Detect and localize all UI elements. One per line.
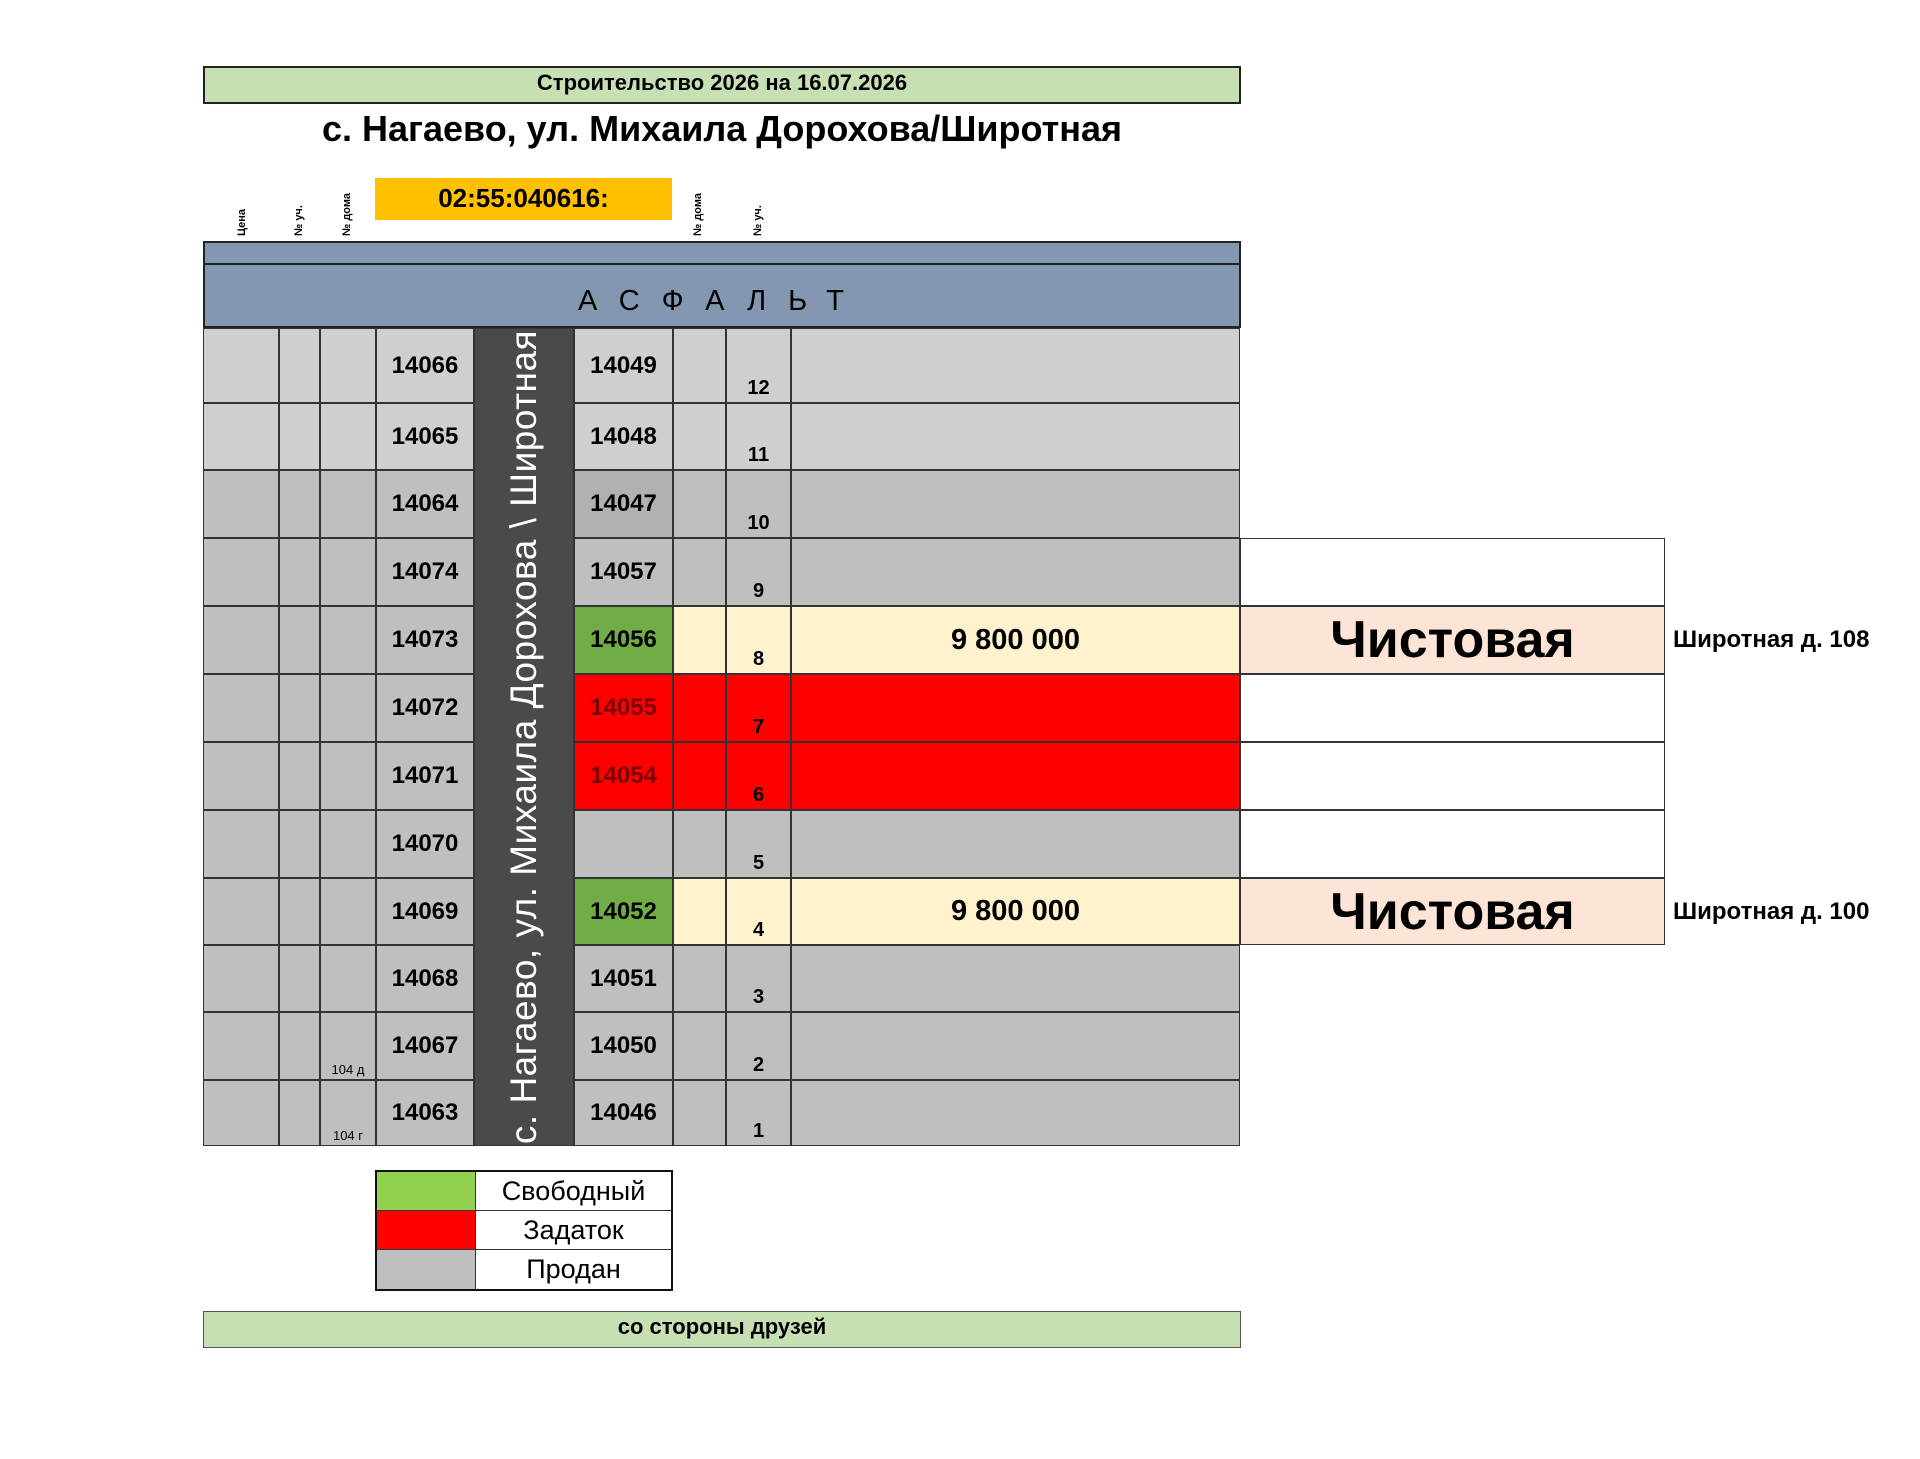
house-number-right[interactable] — [673, 674, 726, 742]
house-number-cell[interactable] — [320, 810, 376, 878]
price-value[interactable] — [791, 742, 1240, 810]
left-plot-id[interactable]: 14068 — [376, 945, 474, 1012]
right-plot-id[interactable]: 14057 — [574, 538, 673, 606]
plot-number[interactable]: 5 — [726, 810, 791, 878]
price-cell[interactable] — [203, 328, 279, 403]
right-plot-id[interactable]: 14055 — [574, 674, 673, 742]
price-value[interactable] — [791, 674, 1240, 742]
house-number-right[interactable] — [673, 810, 726, 878]
house-number-right[interactable] — [673, 742, 726, 810]
plot-number-cell[interactable] — [279, 945, 320, 1012]
right-plot-id[interactable]: 14054 — [574, 742, 673, 810]
plot-number-cell[interactable] — [279, 470, 320, 538]
left-plot-id[interactable]: 14069 — [376, 878, 474, 945]
street-column — [474, 328, 574, 1146]
plot-number[interactable]: 2 — [726, 1012, 791, 1080]
house-number-right[interactable] — [673, 945, 726, 1012]
left-plot-id[interactable]: 14064 — [376, 470, 474, 538]
legend — [375, 1170, 673, 1291]
house-number-right[interactable] — [673, 328, 726, 403]
price-value[interactable] — [791, 945, 1240, 1012]
plot-number[interactable]: 3 — [726, 945, 791, 1012]
road-strip — [203, 241, 1241, 265]
house-number-right[interactable] — [673, 470, 726, 538]
price-value[interactable]: 9 800 000 — [791, 878, 1240, 945]
price-value[interactable] — [791, 403, 1240, 470]
plot-number-cell[interactable] — [279, 538, 320, 606]
plot-number-cell[interactable] — [279, 403, 320, 470]
house-number-cell[interactable] — [320, 403, 376, 470]
cadastral-prefix: 02:55:040616: — [375, 178, 672, 220]
house-number-cell[interactable] — [320, 328, 376, 403]
price-cell[interactable] — [203, 1080, 279, 1146]
left-plot-id[interactable]: 14073 — [376, 606, 474, 674]
house-number-cell[interactable] — [320, 742, 376, 810]
right-plot-id[interactable]: 14048 — [574, 403, 673, 470]
price-value[interactable] — [791, 1080, 1240, 1146]
finish-stage[interactable] — [1240, 810, 1665, 878]
plot-number[interactable]: 4 — [726, 878, 791, 945]
left-plot-id[interactable]: 14065 — [376, 403, 474, 470]
plot-number[interactable]: 7 — [726, 674, 791, 742]
finish-stage[interactable] — [1240, 538, 1665, 606]
legend-swatch-deposit — [377, 1211, 476, 1250]
left-plot-id[interactable]: 14066 — [376, 328, 474, 403]
price-cell[interactable] — [203, 674, 279, 742]
right-plot-id[interactable]: 14050 — [574, 1012, 673, 1080]
house-number-right[interactable] — [673, 403, 726, 470]
price-value[interactable]: 9 800 000 — [791, 606, 1240, 674]
right-plot-id[interactable]: 14046 — [574, 1080, 673, 1146]
road-label: АСФАЛЬТ — [203, 263, 1241, 328]
right-plot-id[interactable]: 14051 — [574, 945, 673, 1012]
col-label-price: Цена — [236, 208, 248, 236]
legend-label-sold: Продан — [476, 1250, 671, 1289]
col-label-plot-right: № уч. — [752, 205, 764, 236]
price-cell[interactable] — [203, 945, 279, 1012]
plot-number-cell[interactable] — [279, 1080, 320, 1146]
plot-number[interactable]: 9 — [726, 538, 791, 606]
house-number-right[interactable] — [673, 1080, 726, 1146]
plot-number[interactable]: 11 — [726, 403, 791, 470]
price-cell[interactable] — [203, 1012, 279, 1080]
price-value[interactable] — [791, 328, 1240, 403]
plot-number-cell[interactable] — [279, 810, 320, 878]
finish-stage[interactable] — [1240, 742, 1665, 810]
legend-label-deposit: Задаток — [476, 1211, 671, 1250]
plot-number[interactable]: 1 — [726, 1080, 791, 1146]
house-number-right[interactable] — [673, 1012, 726, 1080]
plot-number-cell[interactable] — [279, 606, 320, 674]
house-number-cell[interactable]: 104 д — [320, 1012, 376, 1080]
col-label-house: № дома — [341, 193, 353, 236]
plot-number[interactable]: 10 — [726, 470, 791, 538]
col-label-plot: № уч. — [293, 205, 305, 236]
price-cell[interactable] — [203, 470, 279, 538]
plot-number-cell[interactable] — [279, 878, 320, 945]
price-cell[interactable] — [203, 538, 279, 606]
legend-swatch-sold — [377, 1250, 476, 1289]
house-number-cell[interactable] — [320, 606, 376, 674]
finish-stage[interactable] — [1240, 674, 1665, 742]
price-value[interactable] — [791, 1012, 1240, 1080]
finish-stage[interactable]: Чистовая — [1240, 878, 1665, 945]
right-plot-id[interactable]: 14049 — [574, 328, 673, 403]
house-number-cell[interactable] — [320, 674, 376, 742]
plot-number-cell[interactable] — [279, 1012, 320, 1080]
left-plot-id[interactable]: 14070 — [376, 810, 474, 878]
house-number-cell[interactable] — [320, 945, 376, 1012]
house-number-cell[interactable] — [320, 878, 376, 945]
price-value[interactable] — [791, 810, 1240, 878]
col-label-house-right: № дома — [692, 193, 704, 236]
left-plot-id[interactable]: 14067 — [376, 1012, 474, 1080]
house-number-right[interactable] — [673, 878, 726, 945]
house-number-cell[interactable] — [320, 470, 376, 538]
footer-banner: со стороны друзей — [203, 1311, 1241, 1348]
house-number-right[interactable] — [673, 606, 726, 674]
price-cell[interactable] — [203, 606, 279, 674]
legend-label-free: Свободный — [476, 1172, 671, 1211]
right-plot-id[interactable] — [574, 810, 673, 878]
right-plot-id[interactable]: 14056 — [574, 606, 673, 674]
right-plot-id[interactable]: 14047 — [574, 470, 673, 538]
left-plot-id[interactable]: 14071 — [376, 742, 474, 810]
price-value[interactable] — [791, 470, 1240, 538]
finish-stage[interactable]: Чистовая — [1240, 606, 1665, 674]
plot-number-cell[interactable] — [279, 674, 320, 742]
plot-number[interactable]: 6 — [726, 742, 791, 810]
price-cell[interactable] — [203, 742, 279, 810]
price-cell[interactable] — [203, 403, 279, 470]
date-banner: Строительство 2026 на 16.07.2026 — [203, 66, 1241, 104]
price-value[interactable] — [791, 538, 1240, 606]
house-number-cell[interactable]: 104 г — [320, 1080, 376, 1146]
right-plot-id[interactable]: 14052 — [574, 878, 673, 945]
price-cell[interactable] — [203, 878, 279, 945]
price-cell[interactable] — [203, 810, 279, 878]
address-label: Широтная д. 100 — [1673, 897, 1870, 925]
legend-swatch-free — [377, 1172, 476, 1211]
street-label: с. Нагаево, ул. Михаила Дорохова \ Широтная — [503, 329, 544, 1145]
left-plot-id[interactable]: 14063 — [376, 1080, 474, 1146]
page-title: с. Нагаево, ул. Михаила Дорохова/Широтная — [321, 108, 1123, 149]
house-number-cell[interactable] — [320, 538, 376, 606]
left-plot-id[interactable]: 14072 — [376, 674, 474, 742]
plot-number[interactable]: 8 — [726, 606, 791, 674]
plot-number-cell[interactable] — [279, 328, 320, 403]
address-label: Широтная д. 108 — [1673, 626, 1870, 653]
house-number-right[interactable] — [673, 538, 726, 606]
left-plot-id[interactable]: 14074 — [376, 538, 474, 606]
plot-number[interactable]: 12 — [726, 328, 791, 403]
plot-number-cell[interactable] — [279, 742, 320, 810]
